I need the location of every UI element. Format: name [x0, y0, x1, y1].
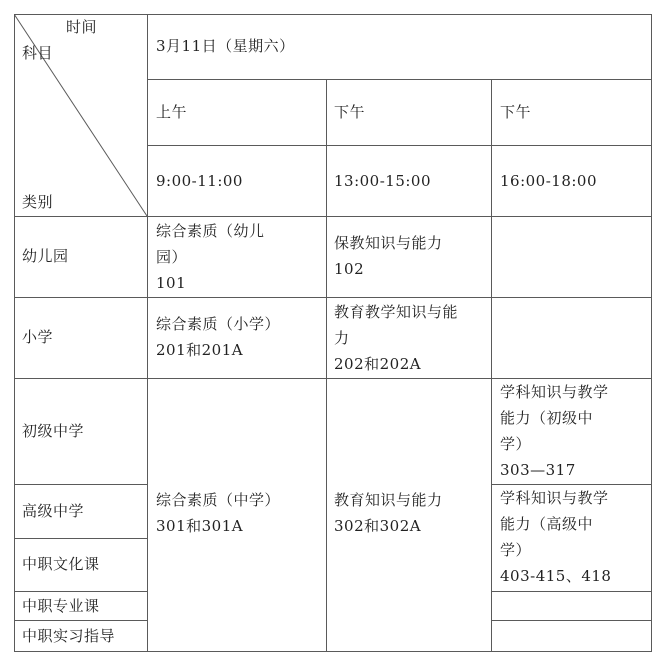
- primary-morning-name: 综合素质（小学）: [156, 315, 281, 333]
- secondary-morning-name: 综合素质（中学）: [156, 491, 281, 509]
- kindergarten-afternoon-code: 102: [334, 260, 365, 278]
- category-senior: 高级中学: [22, 502, 85, 520]
- junior-late-line1: 学科知识与教学: [500, 383, 609, 401]
- category-vocational-practice: 中职实习指导: [22, 627, 116, 645]
- junior-late-line3: 学）: [500, 435, 532, 453]
- row-divider-period: [147, 145, 652, 146]
- row-divider-date: [147, 79, 652, 80]
- row-divider-senior: [14, 538, 147, 539]
- kindergarten-morning-code: 101: [156, 274, 187, 292]
- primary-afternoon-line2: 力: [334, 329, 350, 347]
- table-border-right: [651, 14, 652, 652]
- session-period-2: 下午: [334, 103, 366, 121]
- category-junior: 初级中学: [22, 422, 85, 440]
- junior-late-code: 303—317: [500, 461, 576, 479]
- secondary-afternoon-name: 教育知识与能力: [334, 491, 443, 509]
- primary-afternoon-code: 202和202A: [334, 355, 422, 373]
- junior-late-line2: 能力（初级中: [500, 409, 594, 427]
- session-time-3: 16:00-18:00: [500, 172, 598, 190]
- primary-morning-code: 201和201A: [156, 341, 244, 359]
- table-border-bottom: [14, 651, 652, 652]
- row-divider-kindergarten: [14, 297, 652, 298]
- row-divider-culture-left: [14, 591, 147, 592]
- category-vocational-major: 中职专业课: [22, 597, 100, 615]
- row-divider-header: [14, 216, 652, 217]
- session-period-1: 上午: [156, 103, 188, 121]
- col-divider-category: [147, 14, 148, 652]
- row-divider-major-left: [14, 620, 147, 621]
- col-divider-morning: [326, 79, 327, 652]
- kindergarten-morning-line1: 综合素质（幼儿: [156, 222, 265, 240]
- primary-afternoon-line1: 教育教学知识与能: [334, 303, 459, 321]
- senior-late-line2: 能力（高级中: [500, 515, 594, 533]
- exam-date: 3月11日（星期六）: [156, 37, 295, 55]
- row-divider-culture-right: [491, 591, 652, 592]
- category-primary: 小学: [22, 328, 54, 346]
- senior-late-line1: 学科知识与教学: [500, 489, 609, 507]
- kindergarten-morning-line2: 园）: [156, 248, 188, 266]
- secondary-afternoon-code: 302和302A: [334, 517, 422, 535]
- corner-label-time: 时间: [66, 18, 98, 36]
- session-period-3: 下午: [500, 103, 532, 121]
- secondary-morning-code: 301和301A: [156, 517, 244, 535]
- category-kindergarten: 幼儿园: [22, 247, 69, 265]
- row-divider-major-right: [491, 620, 652, 621]
- col-divider-afternoon: [491, 79, 492, 652]
- row-divider-junior-left: [14, 484, 147, 485]
- kindergarten-afternoon-name: 保教知识与能力: [334, 234, 443, 252]
- session-time-2: 13:00-15:00: [334, 172, 432, 190]
- category-vocational-culture: 中职文化课: [22, 555, 100, 573]
- session-time-1: 9:00-11:00: [156, 172, 243, 190]
- senior-late-code: 403-415、418: [500, 567, 612, 585]
- senior-late-line3: 学）: [500, 541, 532, 559]
- corner-label-category: 类别: [22, 193, 54, 211]
- corner-label-subject: 科目: [22, 44, 54, 62]
